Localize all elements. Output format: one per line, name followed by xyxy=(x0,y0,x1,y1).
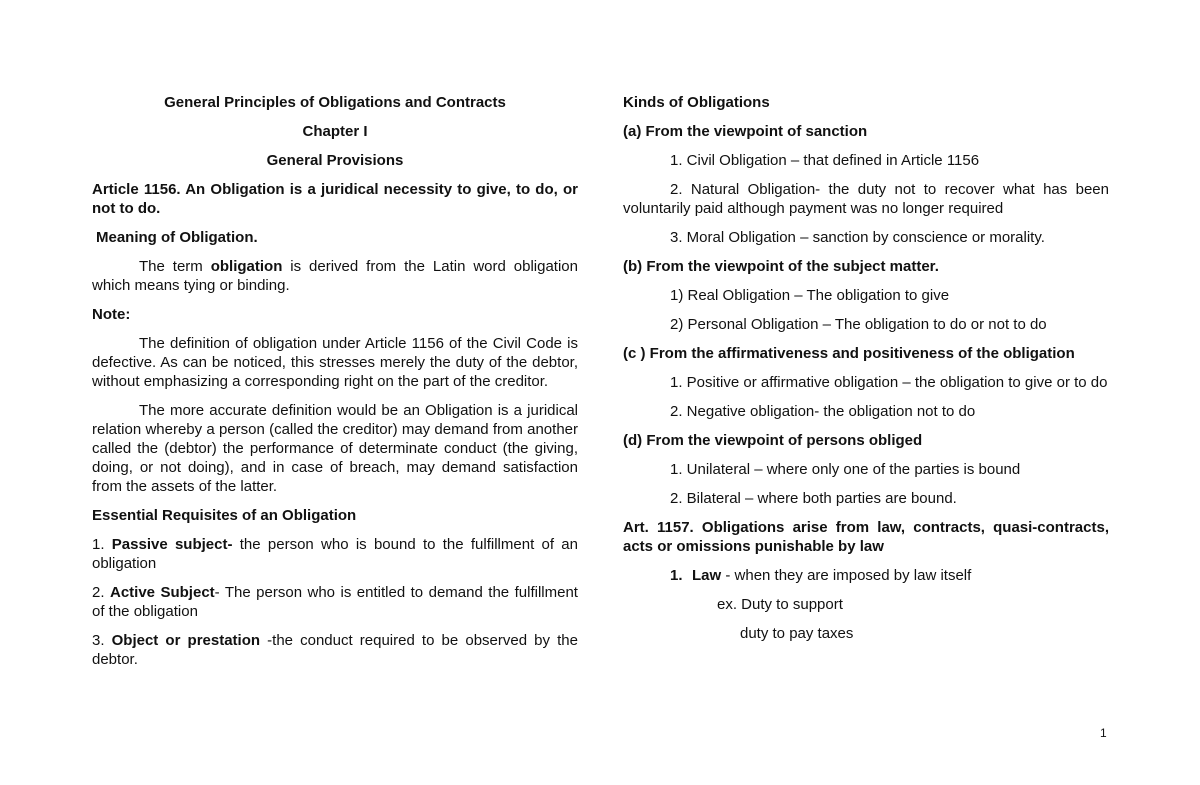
meaning-heading: Meaning of Obligation. xyxy=(96,229,258,246)
left-column xyxy=(92,93,578,679)
meaning-post: is derived from the Latin word obligation which means tying or binding. xyxy=(92,258,578,294)
note-heading: Note: xyxy=(92,306,131,323)
list-item: 1. Unilateral – where only one of the parties is bound xyxy=(670,461,1021,478)
meaning-paragraph xyxy=(92,257,578,295)
chapter-heading: Chapter I xyxy=(302,123,368,140)
requisites-heading: Essential Requisites of an Obligation xyxy=(92,507,357,524)
requisite-text: - The person who is entitled to demand the fulfillment of the obligation xyxy=(92,584,578,620)
persons-obliged-heading: (d) From the viewpoint of persons obliged xyxy=(623,432,923,449)
list-item: 2) Personal Obligation – The obligation to do or not to do xyxy=(670,316,1047,333)
list-item: 2. Natural Obligation- the duty not to recover what has been voluntarily paid although payment was no longer required xyxy=(623,181,1109,217)
kinds-heading: Kinds of Obligations xyxy=(623,94,770,111)
requisite-text: the person who is bound to the fulfillment of an obligation xyxy=(92,536,578,572)
requisite-item xyxy=(92,583,578,621)
right-column xyxy=(623,93,1109,653)
page-number: 1 xyxy=(1100,726,1107,740)
list-item: 2. Negative obligation- the obligation not to do xyxy=(670,403,976,420)
list-item: 3. Moral Obligation – sanction by conscience or morality. xyxy=(670,229,1045,246)
requisite-item xyxy=(92,631,578,669)
note-paragraph-1: The definition of obligation under Article 1156 of the Civil Code is defective. As can be noticed, this stresses merely the duty of the debtor, without emphasizing a corresponding right on the part of the creditor. xyxy=(92,335,578,390)
subject-matter-heading: (b) From the viewpoint of the subject matter. xyxy=(623,258,939,275)
list-item: 1. Positive or affirmative obligation – the obligation to give or to do xyxy=(670,374,1108,391)
affirmativeness-heading: (c ) From the affirmativeness and positiveness of the obligation xyxy=(623,345,1075,362)
requisite-text: -the conduct required to be observed by the debtor. xyxy=(92,632,578,668)
law-number: 1. xyxy=(670,567,683,584)
requisite-item xyxy=(92,535,578,573)
requisite-num: 2. xyxy=(92,584,110,601)
requisite-term: Active Subject xyxy=(109,584,215,601)
law-item xyxy=(623,566,1109,585)
list-item: 1. Civil Obligation – that defined in Article 1156 xyxy=(670,152,980,169)
list-item: 1) Real Obligation – The obligation to give xyxy=(670,287,950,304)
meaning-term: obligation xyxy=(210,258,283,275)
section-heading: General Provisions xyxy=(266,152,404,169)
article-1157-heading: Art. 1157. Obligations arise from law, contracts, quasi-contracts, acts or omissions punishable by law xyxy=(623,519,1109,555)
meaning-pre: The term xyxy=(139,258,211,275)
example-item: duty to pay taxes xyxy=(740,625,854,642)
requisite-num: 3. xyxy=(92,632,112,649)
list-item: 2. Bilateral – where both parties are bound. xyxy=(670,490,957,507)
requisite-term: Passive subject- xyxy=(111,536,233,553)
article-1156-heading: Article 1156. An Obligation is a juridical necessity to give, to do, or not to do. xyxy=(92,181,578,217)
example-item: ex. Duty to support xyxy=(717,596,843,613)
law-term: Law xyxy=(692,567,722,584)
requisite-term: Object or prestation xyxy=(111,632,261,649)
document-title: General Principles of Obligations and Contracts xyxy=(164,94,506,111)
law-text: - when they are imposed by law itself xyxy=(721,567,972,584)
note-paragraph-2: The more accurate definition would be an Obligation is a juridical relation whereby a person (called the creditor) may demand from another called the (debtor) the performance of determinate conduct (the giving, doing, or not doing), and in case of breach, may demand satisfaction from the assets of the latter. xyxy=(92,402,578,495)
requisite-num: 1. xyxy=(92,536,112,553)
sanction-heading: (a) From the viewpoint of sanction xyxy=(623,123,868,140)
